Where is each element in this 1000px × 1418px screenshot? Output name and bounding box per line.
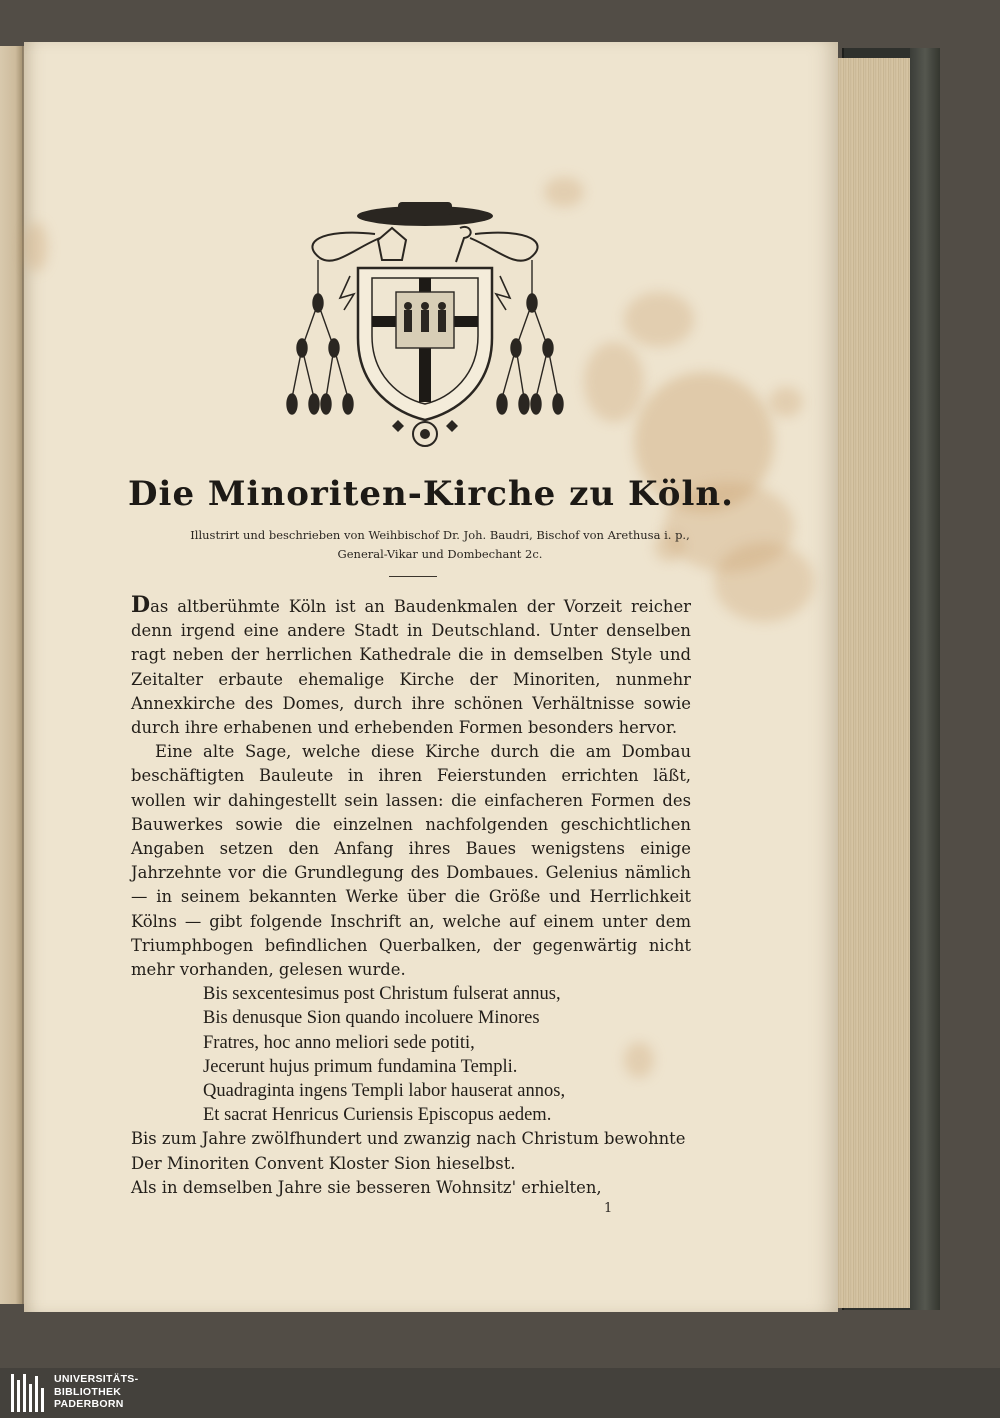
closing-line: Bis zum Jahre zwölfhundert und zwanzig nach Christum bewohnte [131, 1129, 686, 1149]
library-logo-icon [10, 1372, 46, 1414]
paragraph-1: Das altberühmte Köln ist an Baudenkmalen der Vorzeit reicher denn irgend eine andere Stadt in Deutschland. Unter denselben ragt neben der herrlichen Kathedrale die in demselben Style und Zeitalter erbaute ehemalige Kirche der Minoriten, nunmehr Annexkirche des Domes, durch ihre schönen Verhältnisse sowie durch ihre erhabenen und erhebenden Formen besonders hervor. [131, 592, 691, 738]
coat-of-arms-image [280, 198, 570, 460]
verse-line: Bis sexcentesimus post Christum fulserat annus, [203, 984, 561, 1005]
verse-line: Quadraginta ingens Templi labor hauserat annos, [203, 1081, 566, 1102]
latin-inscription [131, 982, 691, 1127]
document-title: Die Minoriten-Kirche zu Köln. [128, 474, 734, 514]
page-edges [834, 58, 910, 1308]
page-number: 1 [604, 1201, 613, 1216]
verse-line: Fratres, hoc anno meliori sede potiti, [203, 1032, 475, 1053]
closing-line: Der Minoriten Convent Kloster Sion hieselbst. [131, 1153, 516, 1173]
library-logo-text: UNIVERSITÄTS- BIBLIOTHEK PADERBORN [54, 1373, 139, 1410]
verse-line: Et sacrat Henricus Curiensis Episcopus aedem. [203, 1105, 552, 1126]
byline-line-2: General-Vikar und Dombechant 2c. [337, 547, 543, 561]
body-text [131, 593, 691, 1200]
verse-line: Jecerunt hujus primum fundamina Templi. [203, 1056, 518, 1077]
closing-line: Als in demselben Jahre sie besseren Wohnsitz' erhielten, [131, 1177, 602, 1197]
library-footer [0, 1368, 1000, 1418]
byline-line-1: Illustrirt und beschrieben von Weihbischof Dr. Joh. Baudri, Bischof von Arethusa i. p., [190, 528, 690, 542]
document-byline [100, 526, 780, 564]
verse-line: Bis denusque Sion quando incoluere Minores [203, 1008, 540, 1029]
left-page-edge [0, 46, 22, 1304]
paragraph-2: Eine alte Sage, welche diese Kirche durch die am Dombau beschäftigten Bauleute in ihren Feierstunden errichten läßt, wollen wir dahingestellt sein lassen: die einfacheren Formen des Bauwerkes sowie die einzelnen nachfolgenden geschichtlichen Angaben setzen den Anfang ihres Baues wenigstens einige Jahrzehnte vor die Grundlegung des Dombaues. Gelenius nämlich — in seinem bekannten Werke über die Größe und Herrlichkeit Kölns — gibt folgende Inschrift an, welche auf einem unter dem Triumphbogen befindlichen Querbalken, der gegenwärtig nicht mehr vorhanden, gelesen wurde. [131, 742, 691, 980]
initial-letter: D [131, 592, 151, 618]
title-divider [389, 576, 437, 577]
